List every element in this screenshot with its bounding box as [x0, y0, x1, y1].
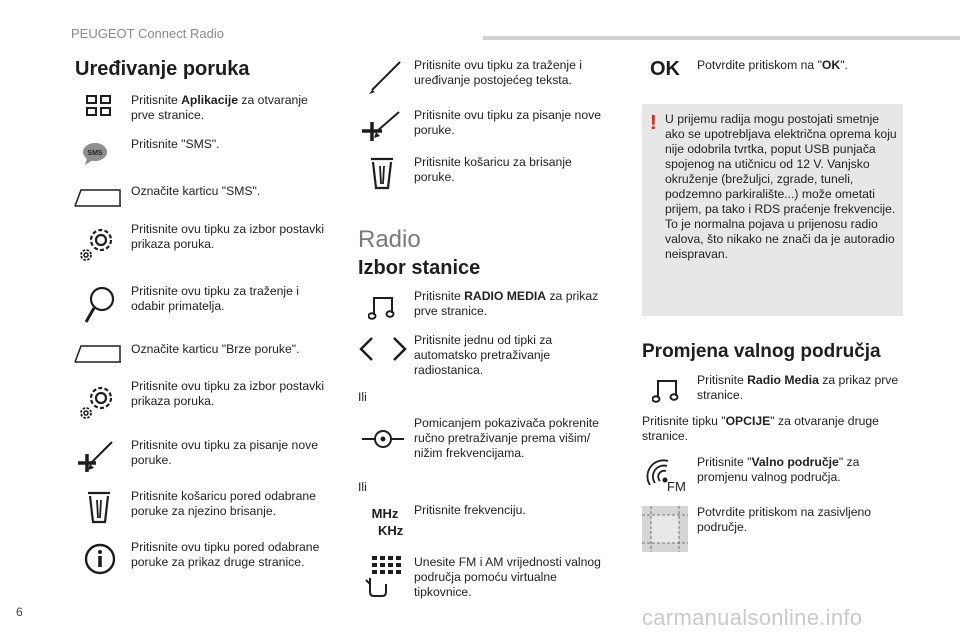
instruction-item: Pritisnite ovu tipku za izbor postavki prikaza poruka. [131, 379, 325, 408]
settings-gears-icon [78, 224, 118, 264]
warning-text: U prijemu radija mogu postojati smetnje ako se upotrebljava električna oprema koju nije odobrila tvrtka, poput USB punjača spojenog na utičnicu od 12 V. Vanjsko okruženje (brežuljci, zgrade, tuneli, podzemno parkiralište...) može ometati prijem, pa tako i RDS praćenje frekvencije. To je normalna pojava u prijenosu radio valova, što nikako ne znači da je autoradio neispravan. [665, 112, 897, 261]
instruction-item: Potvrdite pritiskom na "OK". [697, 58, 848, 72]
info-icon [84, 543, 116, 575]
instruction-item: Označite karticu "SMS". [131, 184, 261, 198]
svg-text:SMS: SMS [87, 150, 103, 157]
instruction-item: Pritisnite ovu tipku za traženje i odabir primatelja. [131, 284, 299, 313]
or-label: Ili [358, 480, 367, 494]
radio-heading: Radio [358, 226, 421, 253]
instruction-item: Unesite FM i AM vrijednosti valnog područja pomoću virtualne tipkovnice. [414, 555, 601, 599]
tab-icon [74, 343, 122, 363]
instruction-item: Pritisnite ovu tipku za pisanje nove poruke. [414, 108, 601, 137]
applications-grid-icon [86, 95, 112, 121]
instruction-item: Pritisnite ovu tipku pored odabrane poruke za prikaz druge stranice. [131, 540, 320, 569]
new-message-icon [360, 110, 402, 144]
section-title-waveband: Promjena valnog područja [642, 341, 881, 362]
warning-icon: ! [650, 112, 657, 134]
instruction-item: Pritisnite frekvenciju. [414, 503, 526, 517]
tab-icon [74, 187, 122, 207]
instruction-item: Potvrdite pritiskom na zasivljeno područje. [697, 505, 872, 534]
trash-icon [87, 490, 111, 524]
virtual-keypad-icon [364, 554, 402, 598]
instruction-paragraph: Pritisnite tipku "OPCIJE" za otvaranje druge stranice. [642, 414, 879, 443]
running-header: PEUGEOT Connect Radio [71, 26, 224, 41]
seek-arrows-icon [358, 336, 408, 362]
header-rule [483, 36, 960, 40]
tuning-slider-icon [362, 426, 404, 452]
ok-icon: OK [650, 58, 680, 80]
instruction-item: Pritisnite košaricu za brisanje poruke. [414, 155, 572, 184]
music-note-icon [652, 378, 680, 404]
instruction-item: Pritisnite "Valno područje" za promjenu valnog područja. [697, 455, 860, 484]
music-note-icon [368, 295, 396, 321]
section-title-station-selection: Izbor stanice [358, 257, 481, 279]
instruction-item: Pritisnite košaricu pored odabrane poruke za njezino brisanje. [131, 489, 316, 518]
frequency-units-icon [368, 505, 402, 539]
page-number: 6 [16, 605, 23, 619]
or-label: Ili [358, 390, 367, 404]
instruction-item: Pritisnite RADIO MEDIA za prikaz prve stranice. [414, 289, 599, 318]
khz-label: KHz [378, 523, 404, 538]
sms-icon [82, 141, 112, 167]
greyed-area-icon [642, 506, 688, 552]
instruction-item: Označite karticu "Brze poruke". [131, 342, 300, 356]
instruction-item: Pritisnite Radio Media za prikaz prve stranice. [697, 373, 899, 402]
edit-pencil-icon [366, 60, 402, 96]
watermark: carmanualsonline.info [642, 605, 863, 630]
settings-gears-icon [78, 382, 118, 422]
instruction-item: Pritisnite jednu od tipki za automatsko pretraživanje radiostanica. [414, 333, 553, 377]
svg-text:FM: FM [667, 479, 686, 493]
instruction-item: Pritisnite ovu tipku za izbor postavki prikaza poruka. [131, 222, 325, 251]
mhz-label: MHz [371, 506, 399, 521]
instruction-item: Pritisnite ovu tipku za traženje i uređivanje postojećeg teksta. [414, 58, 582, 87]
section-title-editing-messages: Uređivanje poruka [75, 58, 250, 80]
instruction-item: Pritisnite ovu tipku za pisanje nove poruke. [131, 438, 318, 467]
instruction-item: Pritisnite "SMS". [131, 137, 220, 151]
search-icon [84, 286, 116, 326]
instruction-item: Pomicanjem pokazivača pokrenite ručno pretraživanje prema višim/ nižim frekvencijama. [414, 416, 599, 460]
new-message-icon [76, 440, 116, 474]
instruction-item: Pritisnite Aplikacije za otvaranje prve stranice. [131, 93, 308, 122]
waveband-fm-icon [644, 455, 688, 493]
trash-icon [370, 156, 394, 190]
